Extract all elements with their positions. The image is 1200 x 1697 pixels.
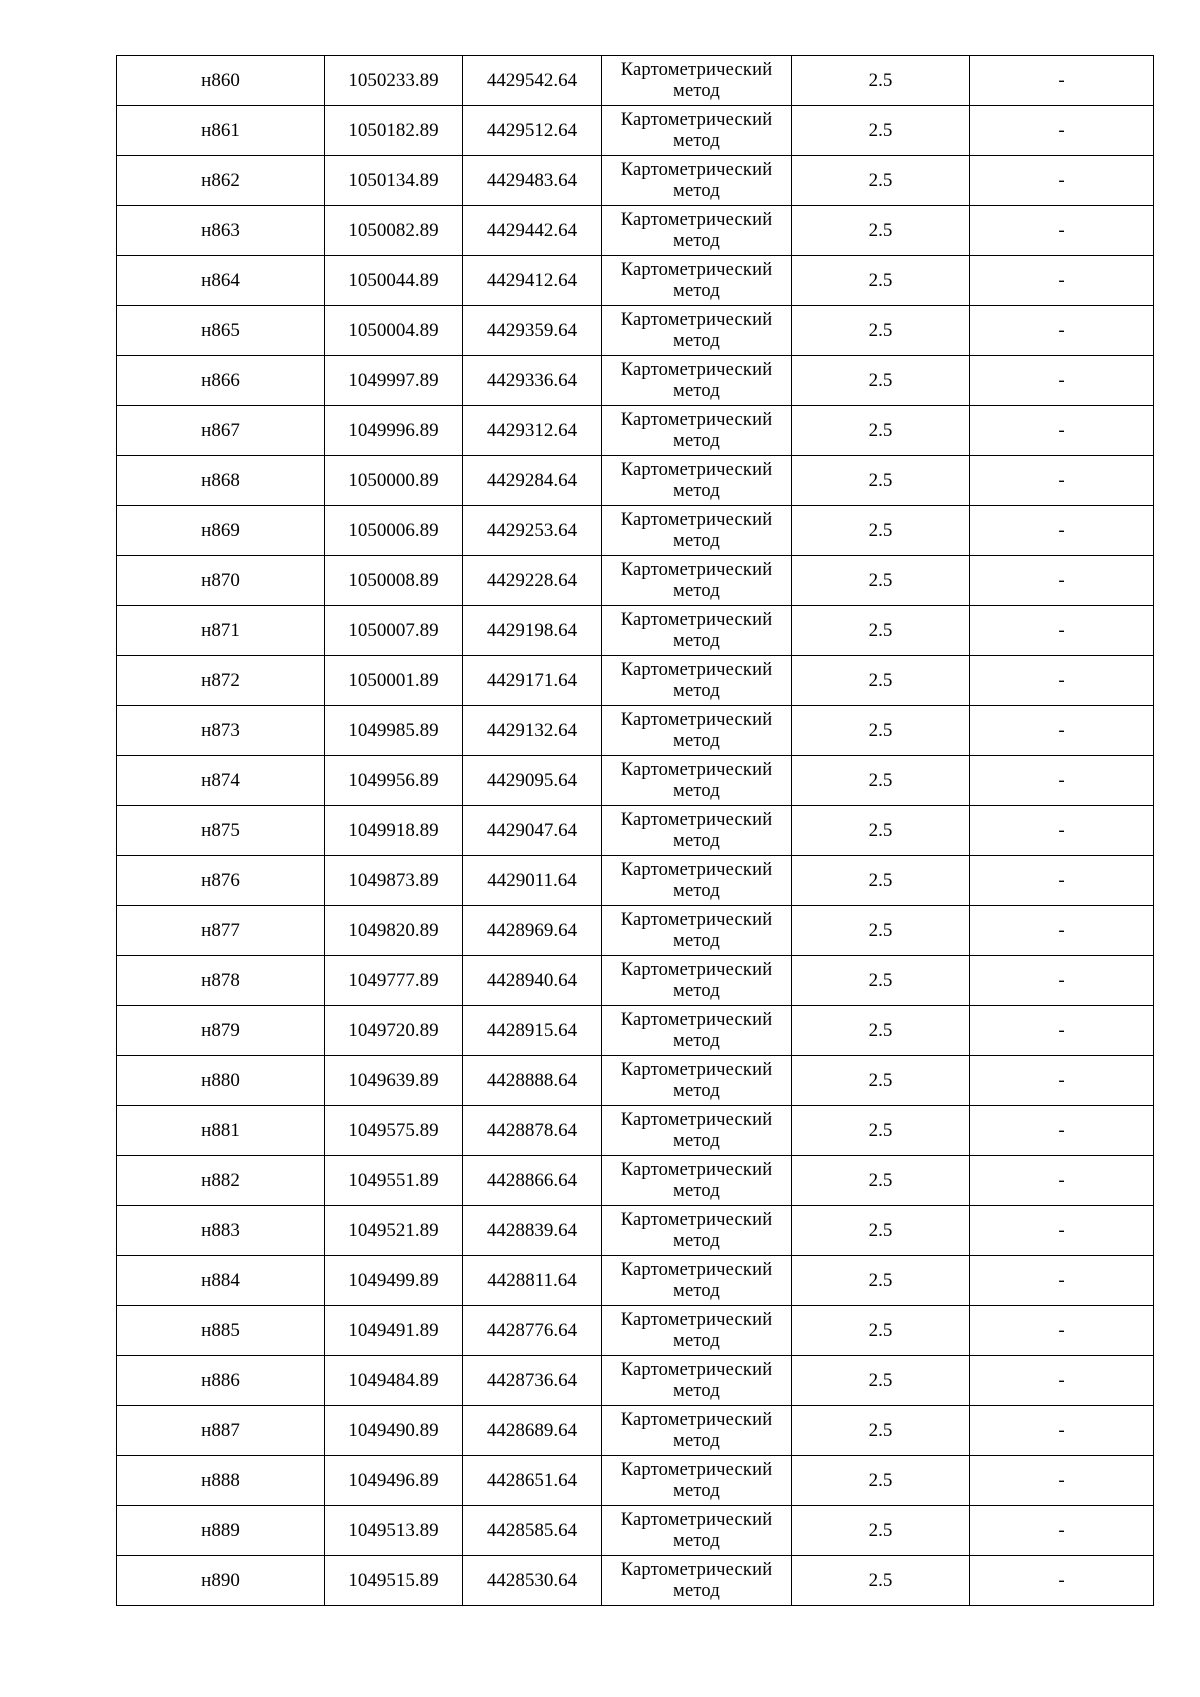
x-coordinate-cell: 1049515.89 xyxy=(325,1556,463,1606)
table-row xyxy=(117,756,1154,806)
method-line-2: метод xyxy=(673,730,720,751)
description-cell: - xyxy=(970,406,1154,456)
y-coordinate-cell: 4429442.64 xyxy=(463,206,602,256)
method-cell xyxy=(602,1206,792,1256)
x-coordinate-cell: 1049639.89 xyxy=(325,1056,463,1106)
description-cell: - xyxy=(970,1356,1154,1406)
y-coordinate-cell: 4429095.64 xyxy=(463,756,602,806)
description-cell: - xyxy=(970,1206,1154,1256)
accuracy-cell: 2.5 xyxy=(792,856,970,906)
table-row xyxy=(117,256,1154,306)
method-line-1: Картометрический xyxy=(620,459,773,480)
method-line-1: Картометрический xyxy=(620,659,773,680)
accuracy-cell: 2.5 xyxy=(792,1306,970,1356)
method-line-1: Картометрический xyxy=(620,359,773,380)
table-row xyxy=(117,306,1154,356)
y-coordinate-cell: 4429171.64 xyxy=(463,656,602,706)
table-row xyxy=(117,1206,1154,1256)
x-coordinate-cell: 1050008.89 xyxy=(325,556,463,606)
point-number-cell: н870 xyxy=(117,556,325,606)
y-coordinate-cell: 4429512.64 xyxy=(463,106,602,156)
accuracy-cell: 2.5 xyxy=(792,106,970,156)
method-line-1: Картометрический xyxy=(620,109,773,130)
table-row xyxy=(117,956,1154,1006)
method-line-2: метод xyxy=(673,780,720,801)
accuracy-cell: 2.5 xyxy=(792,1456,970,1506)
method-line-2: метод xyxy=(673,580,720,601)
method-cell xyxy=(602,356,792,406)
method-cell xyxy=(602,856,792,906)
table-row xyxy=(117,606,1154,656)
method-line-2: метод xyxy=(673,1230,720,1251)
method-line-2: метод xyxy=(673,1180,720,1201)
method-cell xyxy=(602,306,792,356)
point-number-cell: н861 xyxy=(117,106,325,156)
description-cell: - xyxy=(970,606,1154,656)
point-number-cell: н864 xyxy=(117,256,325,306)
y-coordinate-cell: 4428585.64 xyxy=(463,1506,602,1556)
table-row xyxy=(117,456,1154,506)
method-line-2: метод xyxy=(673,130,720,151)
accuracy-cell: 2.5 xyxy=(792,1006,970,1056)
method-cell xyxy=(602,506,792,556)
accuracy-cell: 2.5 xyxy=(792,1056,970,1106)
method-cell xyxy=(602,556,792,606)
point-number-cell: н860 xyxy=(117,56,325,106)
method-line-1: Картометрический xyxy=(620,1109,773,1130)
table-row xyxy=(117,1256,1154,1306)
method-cell xyxy=(602,1506,792,1556)
accuracy-cell: 2.5 xyxy=(792,656,970,706)
y-coordinate-cell: 4428915.64 xyxy=(463,1006,602,1056)
table-row xyxy=(117,1056,1154,1106)
point-number-cell: н883 xyxy=(117,1206,325,1256)
y-coordinate-cell: 4429011.64 xyxy=(463,856,602,906)
description-cell: - xyxy=(970,1456,1154,1506)
description-cell: - xyxy=(970,956,1154,1006)
method-line-2: метод xyxy=(673,530,720,551)
method-line-1: Картометрический xyxy=(620,1059,773,1080)
method-line-2: метод xyxy=(673,930,720,951)
method-line-1: Картометрический xyxy=(620,1209,773,1230)
method-line-2: метод xyxy=(673,1580,720,1601)
point-number-cell: н889 xyxy=(117,1506,325,1556)
y-coordinate-cell: 4429359.64 xyxy=(463,306,602,356)
accuracy-cell: 2.5 xyxy=(792,1556,970,1606)
method-line-2: метод xyxy=(673,630,720,651)
accuracy-cell: 2.5 xyxy=(792,1106,970,1156)
description-cell: - xyxy=(970,1056,1154,1106)
method-line-1: Картометрический xyxy=(620,709,773,730)
x-coordinate-cell: 1049996.89 xyxy=(325,406,463,456)
y-coordinate-cell: 4429198.64 xyxy=(463,606,602,656)
method-cell xyxy=(602,906,792,956)
method-line-2: метод xyxy=(673,1280,720,1301)
method-line-2: метод xyxy=(673,880,720,901)
method-line-2: метод xyxy=(673,1530,720,1551)
coordinates-table xyxy=(116,55,1154,1606)
x-coordinate-cell: 1049513.89 xyxy=(325,1506,463,1556)
description-cell: - xyxy=(970,306,1154,356)
point-number-cell: н873 xyxy=(117,706,325,756)
description-cell: - xyxy=(970,156,1154,206)
y-coordinate-cell: 4429253.64 xyxy=(463,506,602,556)
method-cell xyxy=(602,606,792,656)
description-cell: - xyxy=(970,706,1154,756)
point-number-cell: н879 xyxy=(117,1006,325,1056)
description-cell: - xyxy=(970,656,1154,706)
method-line-2: метод xyxy=(673,1080,720,1101)
description-cell: - xyxy=(970,506,1154,556)
y-coordinate-cell: 4428839.64 xyxy=(463,1206,602,1256)
accuracy-cell: 2.5 xyxy=(792,1506,970,1556)
method-line-2: метод xyxy=(673,980,720,1001)
description-cell: - xyxy=(970,1106,1154,1156)
description-cell: - xyxy=(970,106,1154,156)
x-coordinate-cell: 1049490.89 xyxy=(325,1406,463,1456)
method-cell xyxy=(602,656,792,706)
point-number-cell: н884 xyxy=(117,1256,325,1306)
y-coordinate-cell: 4429284.64 xyxy=(463,456,602,506)
point-number-cell: н881 xyxy=(117,1106,325,1156)
method-line-1: Картометрический xyxy=(620,559,773,580)
table-row xyxy=(117,1006,1154,1056)
point-number-cell: н868 xyxy=(117,456,325,506)
accuracy-cell: 2.5 xyxy=(792,456,970,506)
method-cell xyxy=(602,1256,792,1306)
table-row xyxy=(117,656,1154,706)
table-row xyxy=(117,1456,1154,1506)
method-line-1: Картометрический xyxy=(620,1409,773,1430)
method-line-2: метод xyxy=(673,480,720,501)
description-cell: - xyxy=(970,756,1154,806)
x-coordinate-cell: 1049496.89 xyxy=(325,1456,463,1506)
accuracy-cell: 2.5 xyxy=(792,256,970,306)
accuracy-cell: 2.5 xyxy=(792,306,970,356)
point-number-cell: н876 xyxy=(117,856,325,906)
table-row xyxy=(117,856,1154,906)
x-coordinate-cell: 1050000.89 xyxy=(325,456,463,506)
accuracy-cell: 2.5 xyxy=(792,806,970,856)
point-number-cell: н875 xyxy=(117,806,325,856)
description-cell: - xyxy=(970,356,1154,406)
table-row xyxy=(117,1556,1154,1606)
point-number-cell: н886 xyxy=(117,1356,325,1406)
y-coordinate-cell: 4429483.64 xyxy=(463,156,602,206)
method-line-1: Картометрический xyxy=(620,409,773,430)
x-coordinate-cell: 1049873.89 xyxy=(325,856,463,906)
method-line-1: Картометрический xyxy=(620,859,773,880)
accuracy-cell: 2.5 xyxy=(792,556,970,606)
x-coordinate-cell: 1050001.89 xyxy=(325,656,463,706)
method-line-1: Картометрический xyxy=(620,1309,773,1330)
method-line-2: метод xyxy=(673,380,720,401)
accuracy-cell: 2.5 xyxy=(792,706,970,756)
method-line-2: метод xyxy=(673,830,720,851)
method-cell xyxy=(602,456,792,506)
method-line-2: метод xyxy=(673,180,720,201)
table-row xyxy=(117,356,1154,406)
method-line-1: Картометрический xyxy=(620,1509,773,1530)
accuracy-cell: 2.5 xyxy=(792,506,970,556)
table-row xyxy=(117,1506,1154,1556)
x-coordinate-cell: 1050233.89 xyxy=(325,56,463,106)
accuracy-cell: 2.5 xyxy=(792,356,970,406)
method-line-2: метод xyxy=(673,80,720,101)
method-cell xyxy=(602,206,792,256)
table-row xyxy=(117,206,1154,256)
method-line-2: метод xyxy=(673,1480,720,1501)
x-coordinate-cell: 1049575.89 xyxy=(325,1106,463,1156)
method-cell xyxy=(602,256,792,306)
method-cell xyxy=(602,1306,792,1356)
description-cell: - xyxy=(970,456,1154,506)
point-number-cell: н871 xyxy=(117,606,325,656)
method-cell xyxy=(602,1556,792,1606)
method-cell xyxy=(602,56,792,106)
method-cell xyxy=(602,1456,792,1506)
x-coordinate-cell: 1050044.89 xyxy=(325,256,463,306)
method-cell xyxy=(602,1006,792,1056)
accuracy-cell: 2.5 xyxy=(792,1206,970,1256)
point-number-cell: н887 xyxy=(117,1406,325,1456)
table-row xyxy=(117,1306,1154,1356)
method-cell xyxy=(602,106,792,156)
description-cell: - xyxy=(970,806,1154,856)
table-row xyxy=(117,506,1154,556)
accuracy-cell: 2.5 xyxy=(792,156,970,206)
table-row xyxy=(117,156,1154,206)
point-number-cell: н888 xyxy=(117,1456,325,1506)
y-coordinate-cell: 4429312.64 xyxy=(463,406,602,456)
accuracy-cell: 2.5 xyxy=(792,956,970,1006)
table-row xyxy=(117,1156,1154,1206)
y-coordinate-cell: 4428940.64 xyxy=(463,956,602,1006)
description-cell: - xyxy=(970,1406,1154,1456)
method-line-1: Картометрический xyxy=(620,1259,773,1280)
description-cell: - xyxy=(970,1006,1154,1056)
description-cell: - xyxy=(970,1556,1154,1606)
method-cell xyxy=(602,1356,792,1406)
method-line-2: метод xyxy=(673,1380,720,1401)
point-number-cell: н874 xyxy=(117,756,325,806)
method-line-1: Картометрический xyxy=(620,609,773,630)
x-coordinate-cell: 1049521.89 xyxy=(325,1206,463,1256)
point-number-cell: н880 xyxy=(117,1056,325,1106)
method-line-1: Картометрический xyxy=(620,1009,773,1030)
x-coordinate-cell: 1049720.89 xyxy=(325,1006,463,1056)
method-line-2: метод xyxy=(673,680,720,701)
point-number-cell: н867 xyxy=(117,406,325,456)
accuracy-cell: 2.5 xyxy=(792,1406,970,1456)
method-line-1: Картометрический xyxy=(620,1459,773,1480)
y-coordinate-cell: 4429336.64 xyxy=(463,356,602,406)
description-cell: - xyxy=(970,56,1154,106)
method-cell xyxy=(602,406,792,456)
y-coordinate-cell: 4428811.64 xyxy=(463,1256,602,1306)
x-coordinate-cell: 1050082.89 xyxy=(325,206,463,256)
point-number-cell: н877 xyxy=(117,906,325,956)
table-row xyxy=(117,406,1154,456)
y-coordinate-cell: 4429228.64 xyxy=(463,556,602,606)
x-coordinate-cell: 1049997.89 xyxy=(325,356,463,406)
point-number-cell: н890 xyxy=(117,1556,325,1606)
table-row xyxy=(117,56,1154,106)
method-line-1: Картометрический xyxy=(620,59,773,80)
point-number-cell: н862 xyxy=(117,156,325,206)
y-coordinate-cell: 4429412.64 xyxy=(463,256,602,306)
table-row xyxy=(117,556,1154,606)
accuracy-cell: 2.5 xyxy=(792,756,970,806)
method-line-2: метод xyxy=(673,430,720,451)
x-coordinate-cell: 1050134.89 xyxy=(325,156,463,206)
accuracy-cell: 2.5 xyxy=(792,906,970,956)
point-number-cell: н878 xyxy=(117,956,325,1006)
x-coordinate-cell: 1049777.89 xyxy=(325,956,463,1006)
description-cell: - xyxy=(970,1306,1154,1356)
table-row xyxy=(117,706,1154,756)
table-row xyxy=(117,906,1154,956)
method-line-1: Картометрический xyxy=(620,909,773,930)
y-coordinate-cell: 4428878.64 xyxy=(463,1106,602,1156)
accuracy-cell: 2.5 xyxy=(792,406,970,456)
accuracy-cell: 2.5 xyxy=(792,1256,970,1306)
method-line-1: Картометрический xyxy=(620,1159,773,1180)
y-coordinate-cell: 4428736.64 xyxy=(463,1356,602,1406)
method-cell xyxy=(602,1106,792,1156)
accuracy-cell: 2.5 xyxy=(792,1156,970,1206)
description-cell: - xyxy=(970,206,1154,256)
accuracy-cell: 2.5 xyxy=(792,606,970,656)
y-coordinate-cell: 4428530.64 xyxy=(463,1556,602,1606)
method-line-1: Картометрический xyxy=(620,159,773,180)
x-coordinate-cell: 1049551.89 xyxy=(325,1156,463,1206)
method-cell xyxy=(602,756,792,806)
y-coordinate-cell: 4428651.64 xyxy=(463,1456,602,1506)
y-coordinate-cell: 4429047.64 xyxy=(463,806,602,856)
x-coordinate-cell: 1049499.89 xyxy=(325,1256,463,1306)
x-coordinate-cell: 1050007.89 xyxy=(325,606,463,656)
point-number-cell: н882 xyxy=(117,1156,325,1206)
method-cell xyxy=(602,1056,792,1106)
point-number-cell: н869 xyxy=(117,506,325,556)
table-row xyxy=(117,106,1154,156)
x-coordinate-cell: 1050006.89 xyxy=(325,506,463,556)
table-row xyxy=(117,806,1154,856)
point-number-cell: н885 xyxy=(117,1306,325,1356)
x-coordinate-cell: 1049820.89 xyxy=(325,906,463,956)
table-row xyxy=(117,1356,1154,1406)
description-cell: - xyxy=(970,906,1154,956)
description-cell: - xyxy=(970,1156,1154,1206)
y-coordinate-cell: 4428969.64 xyxy=(463,906,602,956)
method-cell xyxy=(602,956,792,1006)
table-row xyxy=(117,1106,1154,1156)
description-cell: - xyxy=(970,256,1154,306)
coordinates-table-body xyxy=(117,56,1154,1606)
method-line-1: Картометрический xyxy=(620,1559,773,1580)
method-line-2: метод xyxy=(673,1330,720,1351)
method-cell xyxy=(602,156,792,206)
point-number-cell: н865 xyxy=(117,306,325,356)
method-line-1: Картометрический xyxy=(620,1359,773,1380)
x-coordinate-cell: 1049918.89 xyxy=(325,806,463,856)
x-coordinate-cell: 1049491.89 xyxy=(325,1306,463,1356)
method-line-2: метод xyxy=(673,280,720,301)
method-line-1: Картометрический xyxy=(620,309,773,330)
method-line-2: метод xyxy=(673,1030,720,1051)
method-line-1: Картометрический xyxy=(620,259,773,280)
method-cell xyxy=(602,1406,792,1456)
method-line-1: Картометрический xyxy=(620,759,773,780)
method-cell xyxy=(602,1156,792,1206)
x-coordinate-cell: 1050004.89 xyxy=(325,306,463,356)
x-coordinate-cell: 1049985.89 xyxy=(325,706,463,756)
y-coordinate-cell: 4428888.64 xyxy=(463,1056,602,1106)
method-line-2: метод xyxy=(673,1130,720,1151)
y-coordinate-cell: 4428689.64 xyxy=(463,1406,602,1456)
method-cell xyxy=(602,806,792,856)
x-coordinate-cell: 1050182.89 xyxy=(325,106,463,156)
description-cell: - xyxy=(970,1256,1154,1306)
y-coordinate-cell: 4428776.64 xyxy=(463,1306,602,1356)
method-cell xyxy=(602,706,792,756)
accuracy-cell: 2.5 xyxy=(792,1356,970,1406)
point-number-cell: н866 xyxy=(117,356,325,406)
description-cell: - xyxy=(970,1506,1154,1556)
point-number-cell: н872 xyxy=(117,656,325,706)
y-coordinate-cell: 4429132.64 xyxy=(463,706,602,756)
method-line-1: Картометрический xyxy=(620,209,773,230)
description-cell: - xyxy=(970,556,1154,606)
accuracy-cell: 2.5 xyxy=(792,206,970,256)
point-number-cell: н863 xyxy=(117,206,325,256)
method-line-1: Картометрический xyxy=(620,959,773,980)
method-line-2: метод xyxy=(673,330,720,351)
method-line-1: Картометрический xyxy=(620,509,773,530)
method-line-1: Картометрический xyxy=(620,809,773,830)
description-cell: - xyxy=(970,856,1154,906)
method-line-2: метод xyxy=(673,230,720,251)
method-line-2: метод xyxy=(673,1430,720,1451)
y-coordinate-cell: 4428866.64 xyxy=(463,1156,602,1206)
y-coordinate-cell: 4429542.64 xyxy=(463,56,602,106)
x-coordinate-cell: 1049956.89 xyxy=(325,756,463,806)
table-row xyxy=(117,1406,1154,1456)
x-coordinate-cell: 1049484.89 xyxy=(325,1356,463,1406)
accuracy-cell: 2.5 xyxy=(792,56,970,106)
